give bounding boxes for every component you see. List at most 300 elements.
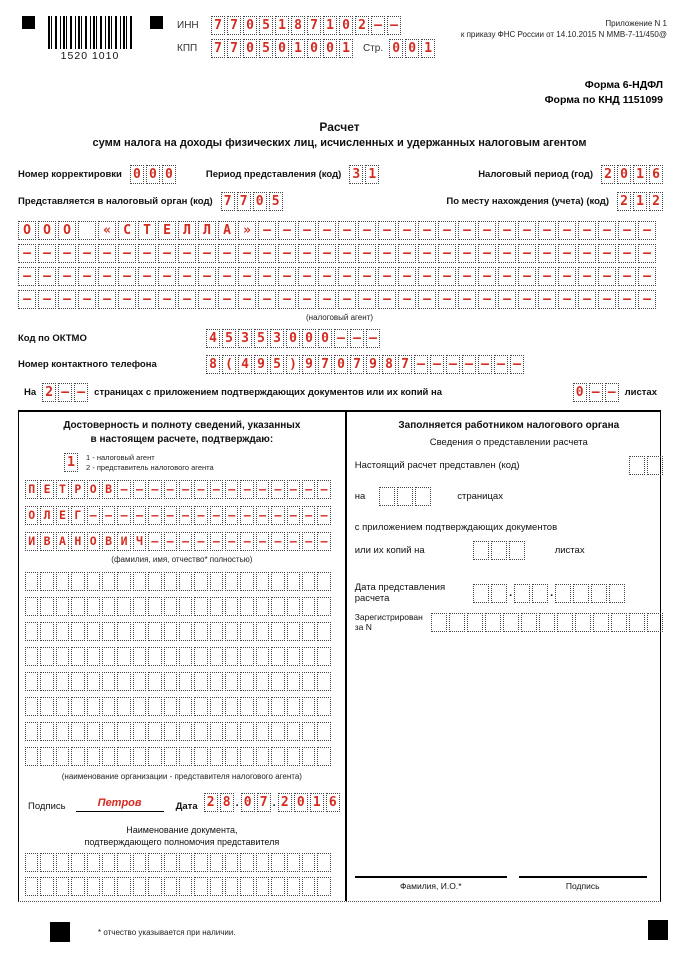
cell[interactable] [40, 697, 53, 716]
cell[interactable] [56, 622, 69, 641]
cell[interactable]: – [387, 16, 401, 35]
cell[interactable]: 7 [211, 39, 225, 58]
cell[interactable]: – [78, 244, 96, 263]
cell[interactable]: – [334, 329, 348, 348]
cell[interactable] [164, 647, 177, 666]
presentation-day-cells[interactable] [473, 584, 507, 603]
cell[interactable]: 2 [42, 383, 56, 402]
cell[interactable]: 7 [227, 39, 241, 58]
cell[interactable]: – [58, 244, 76, 263]
phone-cells[interactable] [206, 355, 524, 374]
cell[interactable]: – [179, 506, 192, 525]
cell[interactable] [225, 722, 238, 741]
cell[interactable] [317, 622, 330, 641]
cell[interactable]: – [194, 480, 207, 499]
cell[interactable] [133, 697, 146, 716]
cell[interactable]: 3 [238, 329, 252, 348]
cell[interactable]: – [638, 290, 656, 309]
cell[interactable]: – [350, 329, 364, 348]
cell[interactable] [491, 541, 507, 560]
cell[interactable] [179, 697, 192, 716]
cell[interactable]: – [117, 480, 130, 499]
cell[interactable] [102, 853, 115, 872]
cell[interactable]: ( [222, 355, 236, 374]
cell[interactable]: 8 [220, 793, 234, 812]
cell[interactable]: – [225, 506, 238, 525]
cell[interactable] [71, 672, 84, 691]
cell[interactable]: – [318, 244, 336, 263]
cell[interactable]: О [58, 221, 76, 240]
cell[interactable] [302, 747, 315, 766]
cell[interactable] [164, 747, 177, 766]
cell[interactable] [271, 572, 284, 591]
cell[interactable] [148, 622, 161, 641]
cell[interactable]: – [98, 244, 116, 263]
cell[interactable] [514, 584, 530, 603]
cell[interactable]: 0 [253, 192, 267, 211]
cell[interactable]: – [458, 290, 476, 309]
cell[interactable]: 8 [382, 355, 396, 374]
cell[interactable]: – [618, 221, 636, 240]
cell[interactable]: – [164, 506, 177, 525]
cell[interactable] [210, 647, 223, 666]
cell[interactable]: – [438, 221, 456, 240]
cell[interactable]: 1 [291, 39, 305, 58]
cell[interactable] [240, 622, 253, 641]
cell[interactable]: – [378, 221, 396, 240]
cell[interactable] [148, 877, 161, 896]
cell[interactable] [87, 597, 100, 616]
cell[interactable] [117, 572, 130, 591]
cell[interactable] [179, 622, 192, 641]
cell[interactable]: – [618, 290, 636, 309]
cell[interactable] [194, 697, 207, 716]
cell[interactable]: – [198, 244, 216, 263]
cell[interactable]: – [578, 244, 596, 263]
cell[interactable] [431, 613, 447, 632]
cell[interactable] [117, 747, 130, 766]
cell[interactable] [133, 722, 146, 741]
cell[interactable]: – [414, 355, 428, 374]
cell[interactable]: Т [56, 480, 69, 499]
cell[interactable]: – [210, 480, 223, 499]
page-cells[interactable] [389, 39, 435, 58]
cell[interactable] [148, 672, 161, 691]
cell[interactable] [397, 487, 413, 506]
cell[interactable]: – [598, 267, 616, 286]
cell[interactable] [56, 697, 69, 716]
cell[interactable] [256, 672, 269, 691]
cell[interactable]: – [538, 290, 556, 309]
cell[interactable]: – [371, 16, 385, 35]
cell[interactable] [240, 647, 253, 666]
cell[interactable] [256, 697, 269, 716]
cell[interactable]: – [498, 267, 516, 286]
cell[interactable] [271, 672, 284, 691]
cell[interactable]: – [210, 532, 223, 551]
cell[interactable]: – [238, 267, 256, 286]
cell[interactable]: – [218, 267, 236, 286]
cell[interactable] [25, 853, 38, 872]
cell[interactable]: – [366, 329, 380, 348]
cell[interactable]: 7 [318, 355, 332, 374]
cell[interactable]: – [638, 244, 656, 263]
cell[interactable]: – [538, 244, 556, 263]
sign-day-cells[interactable] [204, 793, 234, 812]
cell[interactable] [117, 597, 130, 616]
cell[interactable]: – [558, 290, 576, 309]
cell[interactable] [78, 221, 96, 240]
cell[interactable] [40, 572, 53, 591]
cell[interactable]: – [178, 267, 196, 286]
cell[interactable]: Л [40, 506, 53, 525]
cell[interactable]: П [25, 480, 38, 499]
cell[interactable] [302, 647, 315, 666]
cell[interactable]: 2 [278, 793, 292, 812]
cell[interactable] [210, 877, 223, 896]
cell[interactable] [71, 697, 84, 716]
cell[interactable]: – [98, 267, 116, 286]
cell[interactable] [240, 697, 253, 716]
cell[interactable]: – [430, 355, 444, 374]
cell[interactable] [449, 613, 465, 632]
cell[interactable]: « [98, 221, 116, 240]
cell[interactable]: – [78, 267, 96, 286]
cell[interactable] [164, 672, 177, 691]
cell[interactable] [56, 572, 69, 591]
cell[interactable] [225, 747, 238, 766]
cell[interactable]: – [558, 244, 576, 263]
cell[interactable] [148, 853, 161, 872]
cell[interactable]: 0 [302, 329, 316, 348]
authority-cells[interactable] [221, 192, 283, 211]
cell[interactable] [240, 722, 253, 741]
cell[interactable] [210, 853, 223, 872]
cell[interactable] [56, 877, 69, 896]
cell[interactable]: 5 [269, 192, 283, 211]
cell[interactable]: – [138, 290, 156, 309]
cell[interactable]: – [638, 221, 656, 240]
cell[interactable]: – [258, 221, 276, 240]
cell[interactable] [194, 597, 207, 616]
cell[interactable] [40, 622, 53, 641]
cell[interactable]: 7 [211, 16, 225, 35]
agent-name-row[interactable] [18, 290, 679, 309]
cell[interactable] [148, 647, 161, 666]
cell[interactable] [71, 877, 84, 896]
cell[interactable] [256, 572, 269, 591]
cell[interactable]: 0 [286, 329, 300, 348]
cell[interactable] [71, 747, 84, 766]
cell[interactable] [302, 672, 315, 691]
cell[interactable]: 5 [222, 329, 236, 348]
cell[interactable]: – [418, 221, 436, 240]
cell[interactable] [629, 613, 645, 632]
cell[interactable]: – [358, 267, 376, 286]
cell[interactable] [609, 584, 625, 603]
cell[interactable]: 1 [310, 793, 324, 812]
cell[interactable]: – [589, 383, 603, 402]
cell[interactable]: 7 [398, 355, 412, 374]
cell[interactable]: – [398, 290, 416, 309]
cell[interactable] [256, 622, 269, 641]
org-name-row[interactable] [25, 697, 340, 716]
cell[interactable] [225, 647, 238, 666]
org-name-row[interactable] [25, 597, 340, 616]
cell[interactable]: 0 [275, 39, 289, 58]
cell[interactable]: – [578, 290, 596, 309]
cell[interactable] [271, 622, 284, 641]
cell[interactable] [102, 647, 115, 666]
cell[interactable] [210, 622, 223, 641]
cell[interactable]: – [240, 480, 253, 499]
cell[interactable]: – [218, 244, 236, 263]
doc-name-row[interactable] [25, 877, 340, 896]
presentation-year-cells[interactable] [555, 584, 625, 603]
cell[interactable]: – [318, 221, 336, 240]
cell[interactable] [225, 877, 238, 896]
correction-cells[interactable] [130, 165, 176, 184]
org-name-row[interactable] [25, 647, 340, 666]
cell[interactable] [575, 613, 591, 632]
cell[interactable]: – [378, 290, 396, 309]
cell[interactable] [271, 722, 284, 741]
cell[interactable]: – [358, 244, 376, 263]
cell[interactable]: – [317, 480, 330, 499]
cell[interactable] [25, 672, 38, 691]
cell[interactable]: – [638, 267, 656, 286]
cell[interactable]: 3 [270, 329, 284, 348]
cell[interactable]: 0 [241, 793, 255, 812]
cell[interactable]: – [74, 383, 88, 402]
cell[interactable]: – [558, 267, 576, 286]
cell[interactable]: – [133, 506, 146, 525]
cell[interactable]: 3 [349, 165, 363, 184]
cell[interactable] [56, 722, 69, 741]
cell[interactable]: О [87, 480, 100, 499]
cell[interactable] [71, 622, 84, 641]
cell[interactable]: 2 [355, 16, 369, 35]
cell[interactable] [117, 647, 130, 666]
cell[interactable] [117, 853, 130, 872]
cell[interactable] [485, 613, 501, 632]
cell[interactable]: 9 [366, 355, 380, 374]
cell[interactable]: – [138, 244, 156, 263]
cell[interactable] [102, 572, 115, 591]
cell[interactable]: – [218, 290, 236, 309]
org-name-row[interactable] [25, 747, 340, 766]
cell[interactable] [302, 722, 315, 741]
cell[interactable] [164, 597, 177, 616]
cell[interactable] [148, 722, 161, 741]
cell[interactable] [133, 877, 146, 896]
cell[interactable]: – [133, 480, 146, 499]
cell[interactable] [194, 672, 207, 691]
cell[interactable] [102, 672, 115, 691]
cell[interactable]: – [398, 244, 416, 263]
attestor-code-cells[interactable] [64, 453, 78, 473]
cell[interactable]: – [578, 221, 596, 240]
cell[interactable]: И [117, 532, 130, 551]
cell[interactable] [87, 853, 100, 872]
cell[interactable]: – [438, 267, 456, 286]
org-name-row[interactable] [25, 572, 340, 591]
cell[interactable]: – [198, 290, 216, 309]
cell[interactable] [40, 853, 53, 872]
cell[interactable]: – [358, 290, 376, 309]
cell[interactable]: – [478, 244, 496, 263]
cell[interactable]: – [87, 506, 100, 525]
cell[interactable]: 4 [206, 329, 220, 348]
cell[interactable]: ) [286, 355, 300, 374]
cell[interactable]: – [118, 267, 136, 286]
cell[interactable] [102, 597, 115, 616]
cell[interactable] [210, 597, 223, 616]
cell[interactable]: – [179, 480, 192, 499]
cell[interactable]: Р [71, 480, 84, 499]
cell[interactable] [164, 853, 177, 872]
cell[interactable] [40, 747, 53, 766]
cell[interactable]: – [338, 267, 356, 286]
cell[interactable] [539, 613, 555, 632]
cell[interactable]: 0 [339, 16, 353, 35]
cell[interactable] [256, 853, 269, 872]
cell[interactable]: – [271, 506, 284, 525]
cell[interactable] [194, 853, 207, 872]
cell[interactable]: 1 [365, 165, 379, 184]
cell[interactable]: 0 [617, 165, 631, 184]
cell[interactable] [56, 647, 69, 666]
cell[interactable]: – [298, 267, 316, 286]
cell[interactable] [71, 597, 84, 616]
cell[interactable]: – [538, 221, 556, 240]
cell[interactable]: – [148, 506, 161, 525]
cell[interactable]: Н [71, 532, 84, 551]
cell[interactable]: – [458, 221, 476, 240]
org-name-row[interactable] [25, 622, 340, 641]
org-name-row[interactable] [25, 672, 340, 691]
cell[interactable] [25, 877, 38, 896]
cell[interactable] [133, 622, 146, 641]
cell[interactable] [629, 456, 645, 475]
cell[interactable]: – [418, 290, 436, 309]
cell[interactable]: – [618, 267, 636, 286]
cell[interactable]: 7 [227, 16, 241, 35]
cell[interactable] [256, 647, 269, 666]
cell[interactable]: 0 [130, 165, 144, 184]
cell[interactable]: – [148, 480, 161, 499]
cell[interactable] [194, 877, 207, 896]
cell[interactable]: – [278, 290, 296, 309]
cell[interactable]: – [278, 267, 296, 286]
cell[interactable] [87, 647, 100, 666]
cell[interactable]: – [58, 383, 72, 402]
cell[interactable]: – [298, 244, 316, 263]
cell[interactable] [210, 722, 223, 741]
cell[interactable]: – [446, 355, 460, 374]
cell[interactable]: 0 [146, 165, 160, 184]
cell[interactable] [102, 877, 115, 896]
cell[interactable] [473, 541, 489, 560]
cell[interactable]: – [578, 267, 596, 286]
cell[interactable] [491, 584, 507, 603]
cell[interactable] [532, 584, 548, 603]
cell[interactable]: – [256, 532, 269, 551]
cell[interactable] [71, 722, 84, 741]
cell[interactable] [133, 572, 146, 591]
fio-surname-cells[interactable] [25, 480, 340, 499]
cell[interactable]: – [318, 267, 336, 286]
cell[interactable] [133, 853, 146, 872]
cell[interactable]: – [278, 244, 296, 263]
cell[interactable]: – [598, 221, 616, 240]
cell[interactable]: Л [178, 221, 196, 240]
cell[interactable] [56, 597, 69, 616]
cell[interactable] [25, 747, 38, 766]
cell[interactable]: – [518, 290, 536, 309]
cell[interactable] [317, 597, 330, 616]
cell[interactable] [287, 647, 300, 666]
cell[interactable] [179, 747, 192, 766]
cell[interactable] [271, 853, 284, 872]
cell[interactable]: 6 [326, 793, 340, 812]
cell[interactable] [117, 622, 130, 641]
cell[interactable] [210, 572, 223, 591]
cell[interactable]: – [198, 267, 216, 286]
cell[interactable] [225, 672, 238, 691]
cell[interactable]: – [458, 244, 476, 263]
cell[interactable] [287, 722, 300, 741]
cell[interactable] [194, 622, 207, 641]
cell[interactable]: – [138, 267, 156, 286]
cell[interactable]: – [287, 506, 300, 525]
cell[interactable]: И [25, 532, 38, 551]
cell[interactable]: 8 [206, 355, 220, 374]
cell[interactable] [25, 572, 38, 591]
cell[interactable]: 1 [339, 39, 353, 58]
cell[interactable] [87, 622, 100, 641]
cell[interactable]: – [302, 480, 315, 499]
cell[interactable]: – [158, 290, 176, 309]
cell[interactable]: – [194, 532, 207, 551]
cell[interactable] [317, 877, 330, 896]
cell[interactable] [102, 747, 115, 766]
cell[interactable]: – [58, 290, 76, 309]
cell[interactable] [164, 697, 177, 716]
cell[interactable]: – [518, 267, 536, 286]
sheets-cells[interactable] [573, 383, 619, 402]
cell[interactable] [56, 853, 69, 872]
cell[interactable] [133, 747, 146, 766]
cell[interactable]: – [605, 383, 619, 402]
cell[interactable] [647, 456, 663, 475]
cell[interactable] [225, 572, 238, 591]
cell[interactable] [287, 572, 300, 591]
cell[interactable] [133, 672, 146, 691]
cell[interactable] [194, 747, 207, 766]
cell[interactable]: Ч [133, 532, 146, 551]
cell[interactable]: – [164, 480, 177, 499]
cell[interactable]: – [287, 532, 300, 551]
cell[interactable] [87, 722, 100, 741]
cell[interactable]: – [510, 355, 524, 374]
cell[interactable]: – [498, 221, 516, 240]
cell[interactable] [302, 622, 315, 641]
cell[interactable]: – [438, 290, 456, 309]
cell[interactable]: » [238, 221, 256, 240]
year-cells[interactable] [601, 165, 663, 184]
cell[interactable]: Е [56, 506, 69, 525]
